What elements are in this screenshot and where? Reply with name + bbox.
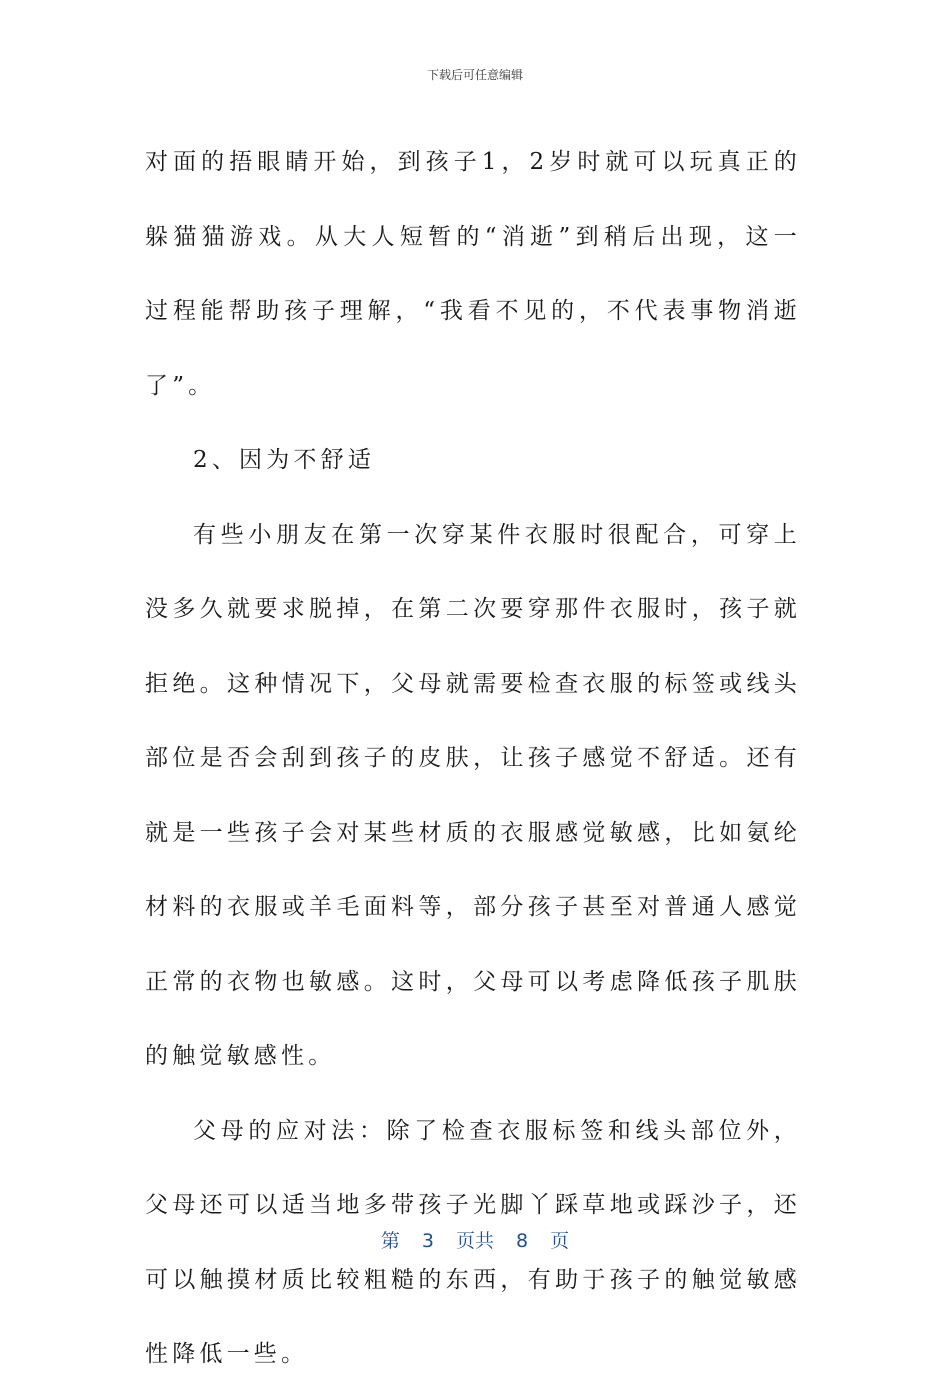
page-footer	[0, 1226, 950, 1253]
paragraph-discomfort: 有些小朋友在第一次穿某件衣服时很配合，可穿上没多久就要求脱掉，在第二次要穿那件衣服时，孩子就拒绝。这种情况下，父母就需要检查衣服的标签或线头部位是否会刮到孩子的皮肤，让孩子感觉不舒适。还有就是一些孩子会对某些材质的衣服感觉敏感，比如氨纶材料的衣服或羊毛面料等，部分孩子甚至对普通人感觉正常的衣物也敏感。这时，父母可以考虑降低孩子肌肤的触觉敏感性。	[145, 521, 801, 1069]
section-heading: 2、因为不舒适	[193, 447, 376, 473]
footer-current-page: 3	[421, 1230, 434, 1252]
page-header: 下载后可任意编辑	[426, 68, 523, 82]
paragraph-parent-response: 父母的应对法：除了检查衣服标签和线头部位外，父母还可以适当地多带孩子光脚丫踩草地或踩沙子，还可以触摸材质比较粗糙的东西，有助于孩子的触觉敏感性降低一些。	[145, 1117, 801, 1367]
footer-label-total: 页共	[455, 1230, 494, 1252]
footer-total-pages: 8	[516, 1230, 529, 1252]
document-body	[145, 125, 801, 1392]
footer-label-page: 第	[380, 1230, 400, 1252]
footer-label-end: 页	[550, 1230, 570, 1252]
paragraph-continuation: 对面的捂眼睛开始，到孩子1，2岁时就可以玩真正的躲猫猫游戏。从大人短暂的“消逝”到稍后出现，这一过程能帮助孩子理解，“我看不见的，不代表事物消逝了”。	[145, 149, 801, 399]
